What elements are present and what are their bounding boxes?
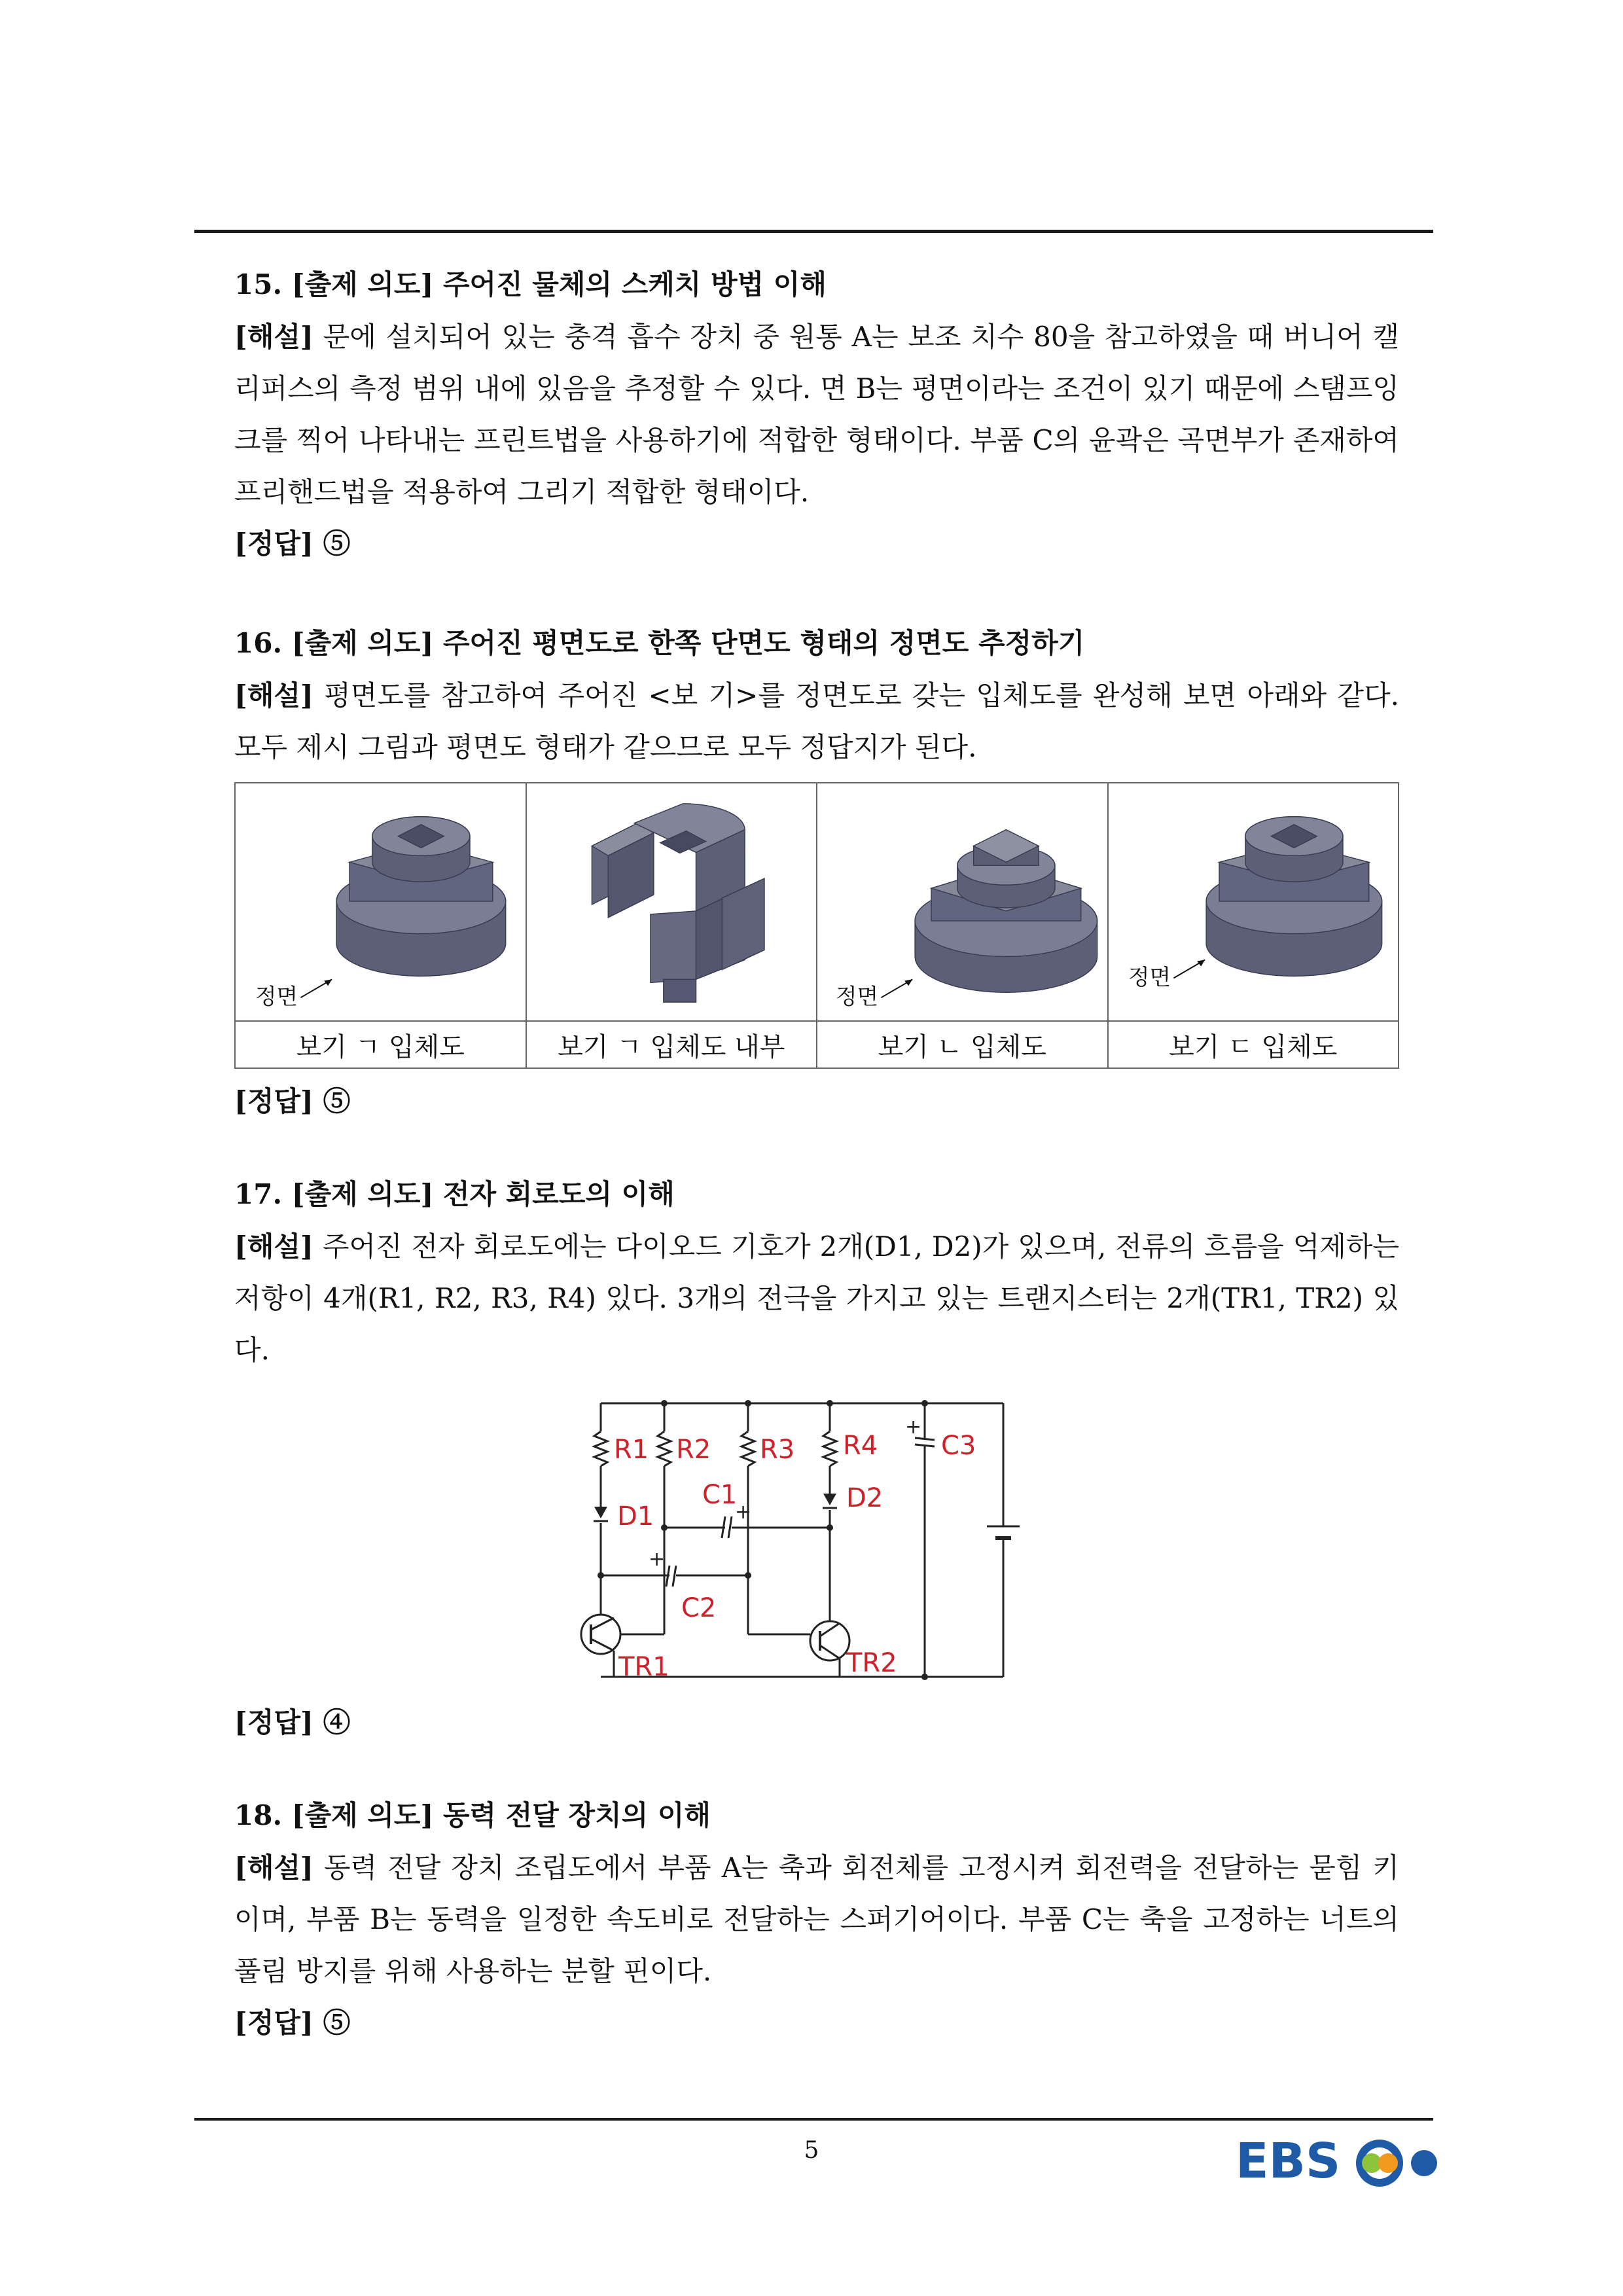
q18-body: 동력 전달 장치 조립도에서 부품 A는 축과 회전체를 고정시켜 회전력을 전달하는 묻힘 키이며, 부품 B는 동력을 일정한 속도비로 전달하는 스퍼기어이다. 부품 C는 축을 고정하는 너트의 풀림 방지를 위해 사용하는 분할 핀이다. xyxy=(234,1852,1399,1987)
view-b-solid-svg xyxy=(817,783,1107,1020)
page-content xyxy=(234,259,1399,2049)
label-c2: C2 xyxy=(681,1593,717,1623)
label-r3: R3 xyxy=(760,1435,795,1465)
q18-explanation xyxy=(234,1842,1399,1997)
label-r4: R4 xyxy=(843,1431,878,1461)
svg-text:+: + xyxy=(905,1416,922,1439)
question-15 xyxy=(234,259,1399,570)
label-c1: C1 xyxy=(702,1480,738,1510)
label-c3: C3 xyxy=(941,1431,976,1461)
q18-heading: 18. [출제 의도] 동력 전달 장치의 이해 xyxy=(234,1799,711,1831)
q15-body: 문에 설치되어 있는 충격 흡수 장치 중 원통 A는 보조 치수 80을 참고하였을 때 버니어 캘리퍼스의 측정 범위 내에 있음을 추정할 수 있다. 면 B는 평면이라는 조건이 있기 때문에 스탬프잉크를 찍어 나타내는 프린트법을 사용하기에 적합한 형태이다. 부품 C의 윤곽은 곡면부가 존재하여 프리핸드법을 적용하여 그리기 적합한 형태이다. xyxy=(234,321,1399,508)
q16-body: 평면도를 참고하여 주어진 <보 기>를 정면도로 갖는 입체도를 완성해 보면 아래와 같다. 모두 제시 그림과 평면도 형태가 같으므로 모두 정답지가 된다. xyxy=(234,679,1399,763)
label-d1: D1 xyxy=(617,1501,654,1532)
view-c-solid-svg xyxy=(1109,783,1399,1020)
q17-explanation xyxy=(234,1221,1399,1376)
q17-label: [해설] xyxy=(234,1230,313,1263)
q15-answer: [정답] ⑤ xyxy=(234,528,351,560)
footer-rule xyxy=(194,2118,1433,2121)
caption-view-a-interior: 보기 ㄱ 입체도 내부 xyxy=(526,1021,817,1068)
view-b-front-label: 정면 xyxy=(835,984,879,1010)
q15-heading: 15. [출제 의도] 주어진 물체의 스케치 방법 이해 xyxy=(234,268,827,300)
q16-heading: 16. [출제 의도] 주어진 평면도로 한쪽 단면도 형태의 정면도 추정하기 xyxy=(234,627,1085,659)
ebs-logo-text: EBS xyxy=(1236,2133,1341,2189)
q15-explanation xyxy=(234,311,1399,518)
question-16 xyxy=(234,617,1399,1128)
q17-body: 주어진 전자 회로도에는 다이오드 기호가 2개(D1, D2)가 있으며, 전류의 흐름을 억제하는 저항이 4개(R1, R2, R3, R4) 있다. 3개의 전극을 가지고 있는 트랜지스터는 2개(TR1, TR2) 있다. xyxy=(234,1230,1399,1366)
caption-view-c: 보기 ㄷ 입체도 xyxy=(1108,1021,1399,1068)
view-a-interior-figure xyxy=(526,783,817,1021)
question-18 xyxy=(234,1789,1399,2049)
caption-view-b: 보기 ㄴ 입체도 xyxy=(817,1021,1108,1068)
label-tr1: TR1 xyxy=(618,1652,669,1682)
view-a-front-label: 정면 xyxy=(255,984,298,1010)
view-b-solid-figure xyxy=(817,783,1108,1021)
view-c-front-label: 정면 xyxy=(1128,964,1171,990)
q18-answer: [정답] ⑤ xyxy=(234,2007,351,2039)
view-a-solid-figure xyxy=(235,783,526,1021)
label-r1: R1 xyxy=(614,1435,649,1465)
svg-text:+: + xyxy=(649,1548,666,1571)
ebs-logo xyxy=(1236,2125,1458,2197)
view-a-solid-svg xyxy=(236,783,526,1020)
label-r2: R2 xyxy=(676,1435,711,1465)
q15-label: [해설] xyxy=(234,321,313,353)
page-number: 5 xyxy=(804,2137,819,2164)
q17-heading: 17. [출제 의도] 전자 회로도의 이해 xyxy=(234,1178,675,1210)
q16-label: [해설] xyxy=(234,679,313,711)
view-c-solid-figure xyxy=(1108,783,1399,1021)
svg-text:+: + xyxy=(735,1501,752,1524)
q18-label: [해설] xyxy=(234,1852,313,1884)
q16-answer: [정답] ⑤ xyxy=(234,1085,351,1117)
circuit-diagram xyxy=(578,1389,1023,1696)
caption-view-a: 보기 ㄱ 입체도 xyxy=(235,1021,526,1068)
question-17 xyxy=(234,1168,1399,1749)
header-rule xyxy=(194,230,1433,233)
q16-explanation xyxy=(234,670,1399,773)
label-tr2: TR2 xyxy=(846,1648,897,1678)
view-a-interior-svg xyxy=(527,783,817,1020)
label-d2: D2 xyxy=(846,1483,883,1513)
solid-views-table xyxy=(234,782,1399,1069)
q17-answer: [정답] ④ xyxy=(234,1706,351,1738)
